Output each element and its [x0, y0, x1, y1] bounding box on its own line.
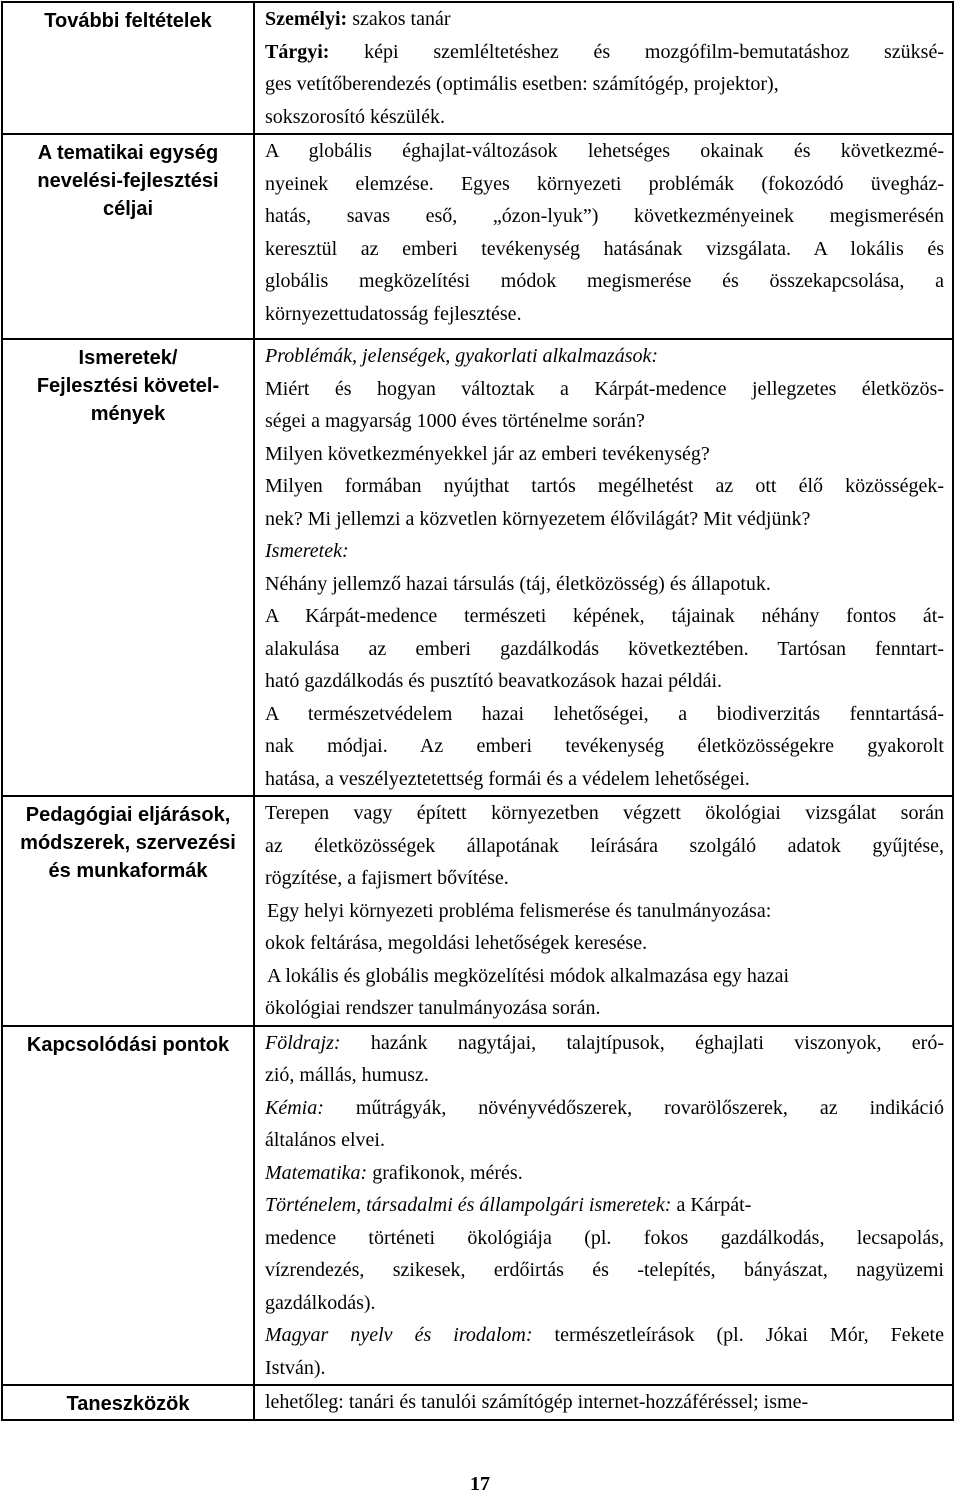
text-run: nak módjai. Az emberi tevékenység életközösségekre gyakorolt	[265, 735, 944, 757]
row-label-line: nevelési-fejlesztési	[37, 170, 219, 192]
text-run: általános elvei.	[265, 1129, 385, 1151]
text-run: vízrendezés, szikesek, erdőirtás és -telepítés, bányászat, nagyüzemi	[265, 1259, 944, 1281]
table-row	[2, 2, 953, 134]
row-label-taneszkozok	[2, 1385, 254, 1420]
content-line	[255, 1189, 952, 1222]
text-run: ségei a magyarság 1000 éves történelme során?	[265, 410, 645, 432]
table-row	[2, 134, 953, 339]
row-label-pedagogiai-eljarasok-modszerek-szervezesi-es-munkaformak	[2, 796, 254, 1026]
text-run: Terepen vagy épített környezetben végzett ökológiai vizsgálat során	[265, 802, 944, 824]
content-line	[255, 1287, 952, 1320]
text-run: a Kárpát-	[671, 1194, 752, 1216]
content-line	[255, 730, 952, 763]
row-label-line: mények	[90, 403, 166, 425]
text-run: medence történeti ökológiája (pl. fokos gazdálkodás, lecsapolás,	[265, 1226, 944, 1249]
table-row	[2, 1385, 953, 1420]
content-line	[255, 265, 952, 298]
content-line	[255, 200, 952, 233]
row-content	[254, 796, 953, 1026]
row-label-line: Pedagógiai eljárások,	[25, 804, 231, 826]
row-label-line: és munkaformák	[48, 860, 208, 882]
bold-text: Tárgyi:	[265, 40, 330, 63]
text-run: az életközösségek állapotának leírására szolgáló adatok gyűjtése,	[265, 834, 944, 857]
content-line	[255, 665, 952, 698]
text-run: zió, mállás, humusz.	[265, 1064, 429, 1086]
bold-text: Személyi:	[265, 8, 348, 30]
curriculum-table	[1, 1, 954, 1421]
content-line	[255, 1027, 952, 1060]
text-run: környezettudatosság fejlesztése.	[265, 302, 522, 325]
content-line	[255, 830, 952, 863]
content-line	[255, 568, 952, 601]
text-run: lehetőleg: tanári és tanulói számítógép internet-hozzáféréssel; isme-	[265, 1391, 809, 1413]
table-row	[2, 796, 953, 1026]
italic-text: Földrajz:	[265, 1031, 341, 1054]
italic-text: Matematika:	[265, 1161, 368, 1184]
text-run: A természetvédelem hazai lehetőségei, a biodiverzitás fenntartásá-	[265, 702, 944, 725]
text-run: nek? Mi jellemzi a közvetlen környezetem élővilágát? Mit védjünk?	[265, 507, 811, 530]
text-run: rögzítése, a fajismert bővítése.	[265, 867, 509, 889]
content-line	[255, 1124, 952, 1157]
content-line	[255, 797, 952, 830]
content-line	[255, 3, 952, 36]
content-line	[255, 1059, 952, 1092]
text-run: ökológiai rendszer tanulmányozása során.	[265, 997, 601, 1019]
text-run: A Kárpát-medence természeti képének, tájainak néhány fontos át-	[265, 605, 944, 627]
text-run: A lokális és globális megközelítési módok alkalmazása egy hazai	[267, 964, 790, 987]
text-run: gazdálkodás).	[265, 1291, 376, 1314]
page-number: 17	[470, 1473, 490, 1495]
italic-text: Problémák, jelenségek, gyakorlati alkalmazások:	[265, 345, 659, 367]
content-line	[255, 101, 952, 134]
content-line	[255, 992, 952, 1025]
text-run: Milyen formában nyújthat tartós megélhetést az ott élő közösségek-	[265, 475, 944, 497]
content-line	[255, 340, 952, 373]
content-line	[255, 168, 952, 201]
row-label-line: A tematikai egység	[37, 142, 219, 164]
content-line	[255, 698, 952, 731]
table-row	[2, 1026, 953, 1386]
row-content	[254, 134, 953, 339]
content-line	[255, 1092, 952, 1125]
content-line	[255, 503, 952, 536]
content-line	[255, 36, 952, 69]
text-run: ható gazdálkodás és pusztító beavatkozások hazai példái.	[265, 670, 723, 692]
content-line	[255, 233, 952, 266]
text-run: képi szemléltetéshez és mozgófilm-bemutatáshoz szüksé-	[329, 40, 944, 63]
text-run: István).	[265, 1356, 326, 1379]
row-label-line: További feltételek	[44, 10, 212, 32]
content-line	[255, 1157, 952, 1190]
text-run: szakos tanár	[347, 8, 451, 30]
text-run: műtrágyák, növényvédőszerek, rovarölőszerek, az indikáció	[323, 1096, 944, 1119]
table-row	[2, 339, 953, 796]
text-run: A globális éghajlat-változások lehetséges okainak és következmé-	[265, 140, 944, 162]
content-line	[255, 68, 952, 101]
row-content	[254, 2, 953, 134]
content-line	[255, 862, 952, 895]
content-line	[255, 1319, 952, 1352]
content-line	[255, 1254, 952, 1287]
text-run: globális megközelítési módok megismerése és összekapcsolása, a	[265, 270, 944, 292]
content-line	[255, 1386, 952, 1419]
text-run: Miért és hogyan változtak a Kárpát-medence jellegzetes életközös-	[265, 377, 944, 400]
content-line	[255, 1352, 952, 1385]
text-run: nyeinek elemzése. Egyes környezeti problémák (fokozódó üvegház-	[265, 172, 944, 195]
row-label-ismeretek-fejlesztesi-kovetel-menyek	[2, 339, 254, 796]
content-line	[255, 470, 952, 503]
row-label-line: Taneszközök	[66, 1393, 190, 1415]
italic-text: Kémia:	[265, 1096, 324, 1119]
content-line	[255, 763, 952, 796]
content-line	[255, 927, 952, 960]
text-run: hatása, a veszélyeztetettség formái és a védelem lehetőségei.	[265, 767, 750, 790]
content-line	[255, 600, 952, 633]
row-label-line: módszerek, szervezési	[20, 832, 236, 854]
row-content	[254, 1026, 953, 1386]
text-run: Milyen következményekkel jár az emberi tevékenység?	[265, 442, 710, 465]
italic-text: Magyar nyelv és irodalom:	[265, 1324, 533, 1346]
text-run: alakulása az emberi gazdálkodás következtében. Tartósan fenntart-	[265, 637, 944, 660]
content-line	[255, 373, 952, 406]
text-run: grafikonok, mérés.	[367, 1161, 523, 1184]
content-line	[255, 960, 952, 993]
content-line	[255, 895, 952, 928]
text-run: hatás, savas eső, „ózon-lyuk”) következményeinek megismerésén	[265, 205, 944, 227]
content-line	[255, 405, 952, 438]
content-line	[255, 1222, 952, 1255]
content-line	[255, 535, 952, 568]
row-content	[254, 339, 953, 796]
row-label-a-tematikai-egyseg-nevelesi-fejlesztesi-celjai	[2, 134, 254, 339]
content-line	[255, 135, 952, 168]
text-run: Egy helyi környezeti probléma felismerése és tanulmányozása:	[267, 899, 772, 922]
italic-text: Történelem, társadalmi és állampolgári ismeretek:	[265, 1194, 672, 1216]
content-line	[255, 438, 952, 471]
text-run: keresztül az emberi tevékenység hatásának vizsgálata. A lokális és	[265, 237, 944, 260]
italic-text: Ismeretek:	[265, 540, 349, 562]
row-label-line: Ismeretek/	[78, 347, 178, 369]
row-label-line: Fejlesztési követel-	[36, 375, 220, 397]
row-label-line: Kapcsolódási pontok	[26, 1033, 230, 1056]
content-line	[255, 298, 952, 331]
row-content	[254, 1385, 953, 1420]
row-label-line: céljai	[102, 198, 154, 220]
row-label-kapcsolodasi-pontok	[2, 1026, 254, 1386]
text-run: hazánk nagytájai, talajtípusok, éghajlati viszonyok, eró-	[340, 1031, 944, 1054]
text-run: ges vetítőberendezés (optimális esetben: számítógép, projektor),	[265, 73, 779, 95]
text-run: természetleírások (pl. Jókai Mór, Fekete	[532, 1324, 944, 1346]
row-label-tovabbi-feltetelek	[2, 2, 254, 134]
text-run: okok feltárása, megoldási lehetőségek keresése.	[265, 932, 648, 954]
text-run: Néhány jellemző hazai társulás (táj, életközösség) és állapotuk.	[265, 572, 771, 595]
text-run: sokszorosító készülék.	[265, 105, 445, 128]
content-line	[255, 633, 952, 666]
